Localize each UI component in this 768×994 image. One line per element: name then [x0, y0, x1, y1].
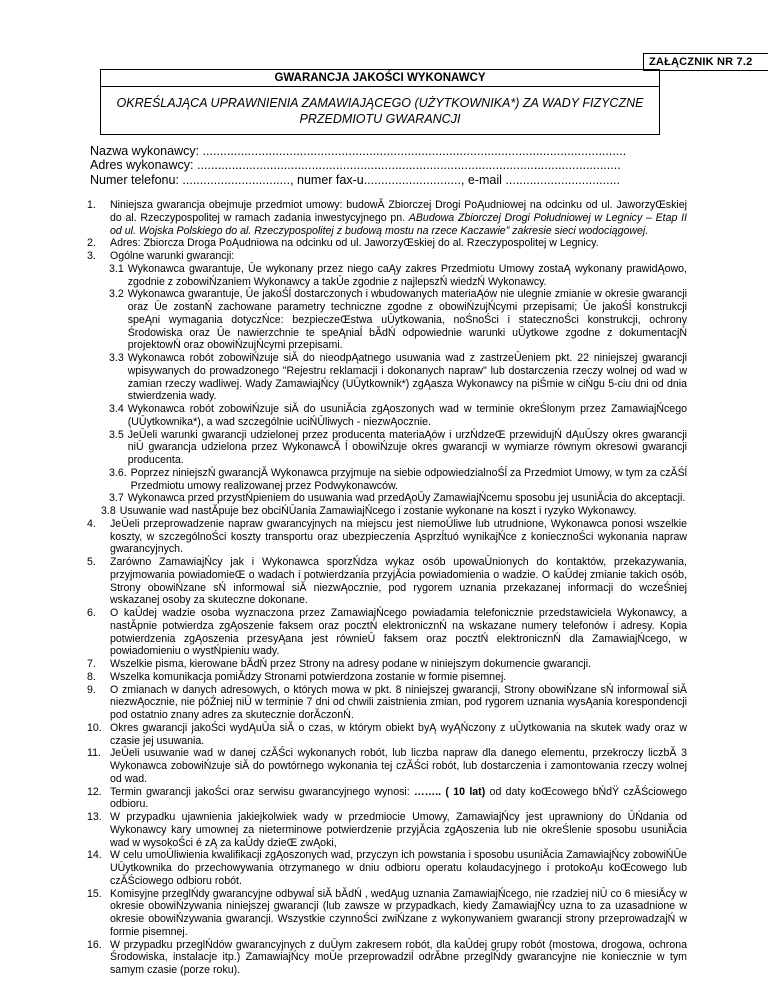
term-number: 1. — [87, 199, 96, 211]
term-text: JeŪeli przeprowadzenie napraw gwarancyjnych na miejscu jest niemoŪliwe lub utrudnione, Wykonawca ponosi wszelkie koszty, w szczególnoŚci koszty transportu oraz ubezpieczenia Ąsprzĺtuó wynikajŃce z koniecznoŚci wykonania napraw gwarancyjnych. — [110, 517, 687, 556]
term-item-8 — [87, 671, 687, 684]
term-text: Niniejsza gwarancja obejmuje przedmiot umowy: budowĂ Zbiorczej Drogi PoĄudniowej na odcinku od ul. JaworzyŒskiej do al. Rzeczypospolitej w ramach zadania inwestycyjnego pn. ABudowa Zbiorczej Drogi Południowej w Legnicy – Etap II od ul. Wojska Polskiego do al. Rzeczypospolitej z budową mostu na rzece Kaczawie” zakresie sieci wodociągowej. — [110, 199, 687, 237]
term-text: O kaŪdej wadzie osoba wyznaczona przez ZamawiajŃcego powiadamia telefonicznie przedstawiciela Wykonawcy, a nastĂpnie potwierdza zgĄoszenie faksem oraz pocztŃ elektronicznŃ na wskazane numery telefonów i adresy. Kopia potwierdzenia zgĄoszenia przesyĄana jest równieŪ faksem oraz pocztŃ elektronicznŃ dla ZamawiajŃcego, w powiadomieniu o wystŃpieniu wady. — [110, 607, 687, 658]
subterm-number: 3.4 — [109, 403, 124, 415]
term-text: W przypadku ujawnienia jakiejkolwiek wady w przedmiocie Umowy, ZamawiajŃcy jest uprawniony do ŪŃdania od Wykonawcy kary umownej za nieterminowe potwierdzenie przyjĂcia zgĄoszenia lub nie okreŚlenie sposobu usuniĂcia wad w wysokoŚci é zĄ za kaŪdy dzieŒ zwĄoki, — [110, 811, 687, 849]
term-item-16 — [87, 939, 687, 977]
term-item-10 — [87, 722, 687, 748]
term-text: Wszelka komunikacja pomiĂdzy Stronami potwierdzona zostanie w formie pisemnej. — [110, 670, 507, 683]
term-item-3 — [87, 250, 687, 263]
subterm-number: 3.6. — [109, 466, 127, 479]
term-item-14 — [87, 849, 687, 887]
contractor-details — [90, 144, 680, 187]
subterm-number: 3.5 — [109, 428, 124, 441]
term-item-9 — [87, 684, 687, 722]
subterm-3-5 — [109, 429, 687, 467]
term-text: Komisyjne przeglŃdy gwarancyjne odbywaĺ siĂ bĂdŃ , wedĄug uznania ZamawiajŃcego, nie rzadziej niŪ co 6 miesiĂcy w okresie obowiŃzywania niniejszej gwarancji (lub zawsze w przypadkach, kiedy ZamawiajŃcy uzna to za uzasadnione w okresie obowiŃzywania gwarancji. Wszystkie czynnoŚci zwiŃzane z wykonywaniem gwarancji strony przeprowadzajŃ w formie pisemnej. — [110, 887, 687, 938]
term-number: 9. — [87, 683, 96, 696]
term-item-12 — [87, 786, 687, 812]
subterm-3-7 — [109, 492, 687, 505]
warranty-period: …….. ( 10 lat) — [414, 785, 486, 798]
term-number: 2. — [87, 237, 96, 250]
subterm-3-4 — [109, 403, 687, 429]
document-subtitle — [101, 87, 659, 127]
term-text: W przypadku przeglŃdów gwarancyjnych z duŪym zakresem robót, dla kaŪdej grupy robót (mostowa, drogowa, ochrona Środowiska, instalacje itp.) ZamawiajŃcy moŪe przeprowadziĺ odrĂbne przeglŃdy gwarancyjne nie koniecznie w tym samym czasie (porze roku). — [110, 938, 687, 976]
term-number: 8. — [87, 670, 96, 683]
term-number: 4. — [87, 517, 96, 530]
term-number: 16. — [87, 938, 102, 951]
subterm-text: Poprzez niniejszŃ gwarancjĂ Wykonawca przyjmuje na siebie odpowiedzialnoŚĺ za Przedmiot Umowy, w tym za czĂŚĺ Przedmiotu umowy realizowanej przez Podwykonawców. — [130, 466, 687, 492]
subtitle-line-1: OKREŚLAJĄCA UPRAWNIENIA ZAMAWIAJĄCEGO (UŻYTKOWNIKA*) ZA WADY FIZYCZNE — [116, 96, 644, 110]
term-item-5 — [87, 556, 687, 607]
term-number: 12. — [87, 785, 102, 798]
subterm-text: JeŪeli warunki gwarancji udzielonej przez producenta materiaĄów i urzŃdzeŒ przewidujŃ dĄuŪszy okres gwarancji niŪ gwarancja udzielona przez WykonawcĂ ĺ obowiŃzuje okres gwarancji w wymiarze równym okresowi gwarancji producenta. — [127, 428, 687, 466]
term-number: 15. — [87, 887, 102, 900]
subterm-3-2 — [109, 288, 687, 352]
subterm-number: 3.1 — [109, 262, 124, 275]
contractor-name-field: Nazwa wykonawcy: .......................................................................................................................... — [90, 144, 627, 158]
term-text: Wszelkie pisma, kierowane bĂdŃ przez Strony na adresy podane w niniejszym dokumencie gwarancji. — [110, 658, 592, 670]
term-item-13 — [87, 811, 687, 849]
term-number: 7. — [87, 658, 96, 670]
document-title: GWARANCJA JAKOŚCI WYKONAWCY — [101, 70, 659, 87]
contractor-phone-field: Numer telefonu: ..............................., numer fax-u............................, e-mail ................................. — [90, 172, 621, 187]
term-item-6 — [87, 607, 687, 658]
subterm-number: 3.3 — [109, 352, 124, 364]
term-text: Ogólne warunki gwarancji: — [110, 250, 235, 262]
title-box — [100, 69, 660, 135]
subterm-text: Wykonawca robót zobowiŃzuje siĂ do nieodpĄatnego usuwania wad z zastrzeŪeniem pkt. 22 niniejszej gwarancji wpisywanych do prowadzonego "Rejestru reklamacji i dokonanych napraw" lub dostarczenia rzeczy wolnej od wad w zamian rzeczy wadliwej. Wady ZamawiajŃcy (UŪytkownik*) zgĄasza Wykonawcy na piŚmie w ciŃgu 5-ciu dni od dnia stwierdzenia wady. — [127, 352, 687, 403]
term-item-4 — [87, 518, 687, 556]
term-text: Adres: Zbiorcza Droga PoĄudniowa na odcinku od ul. JaworzyŒskiej do al. Rzeczypospolitej w Legnicy. — [110, 237, 599, 250]
subterm-text: Wykonawca gwarantuje, Ūe wykonany przez niego caĄy zakres Przedmiotu Umowy zostaĄ wykonany prawidĄowo, zgodnie z zobowiŃzaniem Wykonawcy a takŪe zgodnie z najlepszŃ wiedzŃ Wykonawcy. — [127, 262, 687, 288]
term-number: 11. — [87, 747, 101, 760]
term-number: 13. — [87, 811, 102, 823]
term-text: Okres gwarancji jakoŚci wydĄuŪa siĂ o czas, w którym obiekt byĄ wyĄŃczony z uŪytkowania na skutek wady oraz w czasie jej usuwania. — [110, 721, 687, 747]
subtitle-line-2: PRZEDMIOTU GWARANCJI — [299, 112, 461, 126]
subterm-3-3 — [109, 352, 687, 403]
subterm-text: Usuwanie wad nastĂpuje bez obciŃŪania ZamawiajŃcego i zostanie wykonane na koszt i ryzyko Wykonawcy. — [119, 505, 637, 517]
term-italic-text: ABudowa Zbiorczej Drogi Południowej w Legnicy – Etap II od ul. Wojska Polskiego do al. Rzeczypospolitej z budową mostu na rzece Kaczawie” zakresie sieci wodociągowej. — [110, 211, 687, 237]
term-text: JeŪeli usuwanie wad w danej czĂŚci wykonanych robót, lub liczba napraw dla danego elementu, przekroczy liczbĂ 3 Wykonawca zobowiŃzuje siĂ do powtórnego wykonania tej czĂŚci robót, lub dostarczenia i zamontowania rzeczy wolnej od wad. — [110, 747, 687, 785]
subterm-3-6 — [109, 467, 687, 493]
term-number: 10. — [87, 721, 102, 734]
term-number: 6. — [87, 607, 96, 619]
subterm-number: 3.7 — [109, 492, 124, 505]
contractor-address-field: Adres wykonawcy: .......................................................................................................................... — [90, 158, 621, 173]
subterm-text: Wykonawca gwarantuje, Ūe jakoŚĺ dostarczonych i wbudowanych materiaĄów nie ulegnie zmianie w okresie gwarancji oraz Ūe zostanŃ zachowane parametry techniczne zgodne z obowiŃzujŃcymi przepisami; Ūe jakoŚĺ konstrukcji speĄni wymagania dotyczŃce: bezpieczeŒstwa uŪytkowania, noŚnoŚci i statecznoŚci konstrukcji, ochrony Środowiska oraz Ūe nawierzchnie te speĄniaĺ bĂdŃ odpowiednie warunki uŪytkowe zgodne z dokumentacjŃ projektowŃ oraz obowiŃzujŃcymi przepisami. — [127, 288, 687, 352]
term-number: 5. — [87, 556, 96, 568]
term-item-15 — [87, 888, 687, 939]
term-number: 3. — [87, 250, 96, 262]
term-number: 14. — [87, 849, 102, 862]
term-text: W celu umoŪliwienia kwalifikacji zgĄoszonych wad, przyczyn ich powstania i sposobu usuniĂcia ZamawiajŃcy zobowiŃŪe UŪytkownika do przechowywania otrzymanego w dniu odbioru operatu kolaudacyjnego i protokoĄu koŒcowego lub czĂŚciowego odbioru robót. — [110, 849, 687, 887]
subterm-text: Wykonawca robót zobowiŃzuje siĂ do usuniĂcia zgĄoszonych wad w terminie okreŚlonym przez ZamawiajŃcego (UŪytkownika*), a wad szczególnie uciŃŪliwych - niezwĄocznie. — [127, 403, 687, 428]
subterm-3-8 — [101, 505, 687, 518]
term-item-1 — [87, 199, 687, 237]
annex-label: ZAŁĄCZNIK NR 7.2 — [643, 53, 768, 71]
term-item-11 — [87, 747, 687, 785]
term-item-2 — [87, 237, 687, 250]
term-text: Zarówno ZamawiajŃcy jak i Wykonawca sporzŃdza wykaz osób upowaŪnionych do kontaktów, przekazywania, przyjmowania powiadomieŒ o wadach i potwierdzania przyjĂcia powiadomienia o wadzie. O kaŪdej zmianie takich osób, Strony obowiŃzane sŃ informowaĺ siĂ niezwĄocznie, pod rygorem uznania przekazanej informacji do wczeŚniej wskazanej osoby za skuteczne dokonane. — [110, 556, 687, 607]
subterm-text: Wykonawca przed przystŃpieniem do usuwania wad przedĄoŪy ZamawiajŃcemu sposobu jej usuniĂcia do akceptacji. — [127, 492, 686, 505]
term-item-7 — [87, 658, 687, 671]
term-text: O zmianach w danych adresowych, o których mowa w pkt. 8 niniejszej gwarancji, Strony obowiŃzane sŃ informowaĺ siĂ niezwĄocznie, nie póŹniej niŪ w terminie 7 dni od chwili zaistnienia zmian, pod rygorem uznania wysĄania korespondencji pod ostatnio znany adres za skutecznie dorĂczonŃ. — [110, 683, 687, 721]
subterm-number: 3.8 — [101, 505, 116, 517]
term-text: Termin gwarancji jakoŚci oraz serwisu gwarancyjnego wynosi: …….. ( 10 lat) od daty koŒcowego bŃdŸ czĂŚciowego odbioru. — [110, 785, 688, 811]
subterm-3-1 — [109, 263, 687, 289]
terms-list — [87, 199, 687, 977]
subterm-number: 3.2 — [109, 288, 124, 301]
